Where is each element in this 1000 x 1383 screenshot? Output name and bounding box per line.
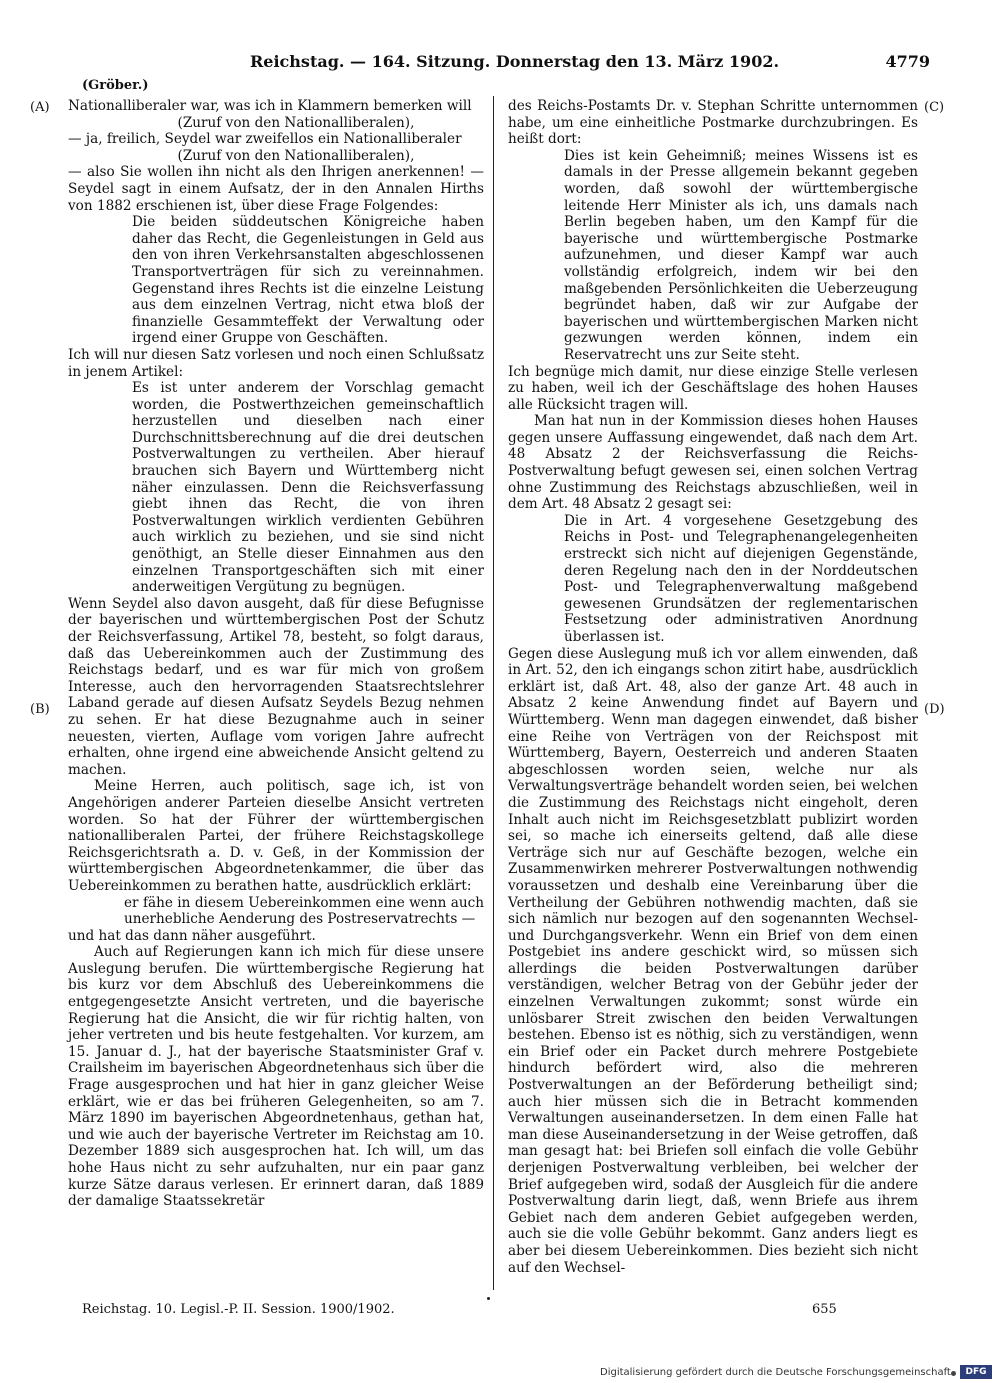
margin-marker-a: (A) — [30, 100, 50, 115]
paragraph: Wenn Seydel also davon ausgeht, daß für diese Befugnisse der bayerischen und württembergischen Post der Schutz der Reichsverfassung, Artikel 78, besteht, so folgt daraus, daß das Uebereinkommen auch der Zustimmung des Reichstags bedarf, und es war für mich von großem Interesse, auch den hervorragenden Staatsrechtslehrer Laband gerade auf diesen Aufsatz Seydels Bezug nehmen zu sehen. Er hat diese Bezugnahme auch in seiner neuesten, vierten, Auflage vom vorigen Jahre aufrecht erhalten, ohne irgend eine abweichende Ansicht geltend zu machen. — [68, 595, 484, 778]
paragraph: Ich begnüge mich damit, nur diese einzige Stelle verlesen zu haben, weil ich der Geschäftslage des hohen Hauses alle Rücksicht tragen will. — [508, 363, 918, 413]
dfg-logo: DFG — [960, 1365, 992, 1379]
margin-marker-b: (B) — [30, 702, 50, 717]
paragraph: — also Sie wollen ihn nicht als den Ihrigen anerkennen! — Seydel sagt in einem Aufsatz, der in den Annalen Hirths von 1882 erschienen ist, über diese Frage Folgendes: — [68, 164, 484, 214]
column-divider — [493, 96, 494, 1290]
footer-signature: 655 — [812, 1302, 837, 1317]
paragraph: Gegen diese Auslegung muß ich vor allem einwenden, daß in Art. 52, den ich eingangs schon zitirt habe, ausdrücklich erklärt ist, daß Art. 48, also der ganze Art. 48 auch in Absatz 2 keine Anwendung findet auf Bayern und Württemberg. Wenn man dagegen einwendet, daß bisher eine Reihe von Verträgen von der Reichspost mit Württemberg, Bayern, Oesterreich und anderen Staaten abgeschlossen worden seien, welche nur als Verwaltungsverträge behandelt worden seien, bei welchen die Zustimmung des Reichstags nicht eingeholt, deren Inhalt auch nicht im Reichsgesetzblatt publizirt worden sei, so mache ich einerseits geltend, daß alle diese Verträge sich nur auf Geschäfte bezogen, welche ein Zusammenwirken mehrerer Postverwaltungen nothwendig voraussetzen und deshalb eine Vereinbarung über die Vertheilung der Gebühren nothwendig machten, daß sie sich nämlich nur bezogen auf den sogenannten Wechsel- und Durchgangsverkehr. Wenn ein Brief von dem einen Postgebiet ins andere geschickt wird, so müssen sich allerdings die beiden Postverwaltungen darüber verständigen, welcher Betrag von der Gebühr jeder der einzelnen Verwaltungen zukommt; sonst würde ein unlösbarer Streit zwischen den beiden Verwaltungen bestehen. Ebenso ist es nöthig, sich zu verständigen, wenn ein Brief oder ein Packet durch mehrere Postgebiete hindurch befördert wird, also die mehreren Postverwaltungen an der Beförderung betheiligt sind; auch hier müssen sich die in Betracht kommenden Verwaltungen auseinandersetzen. In dem einen Falle hat man diese Auseinandersetzung in der Weise getroffen, daß man gesagt hat: bei Briefen soll einfach die volle Gebühr derjenigen Postverwaltung verbleiben, bei welcher der Brief aufgegeben wird, sodaß der Ausgleich für die andere Postverwaltung darin liegt, daß, wenn Briefe aus ihrem Gebiet nach dem anderen Gebiet aufgegeben werden, auch sie die volle Gebühr bekommt. Ganz anders liegt es aber bei diesem Uebereinkommen. Dies bezieht sich nicht auf den Wechsel- — [508, 645, 918, 1276]
block-quote: Es ist unter anderem der Vorschlag gemacht worden, die Postwerthzeichen gemeinschaftlich herzustellen und dieselben nach einer Durchschnittsberechnung auf die drei deutschen Postverwaltungen zu vertheilen. Aber hierauf brauchen sich Bayern und Württemberg nicht näher einzulassen. Denn die Reichsverfassung giebt ihnen das Recht, die von ihren Postverwaltungen wirklich verdienten Gebühren auch wirklich zu beziehen, und sie sind nicht genöthigt, an Stelle dieser Einnahmen aus den einzelnen Transportgeschäften sich mit einer anderweitigen Vergütung zu begnügen. — [132, 380, 484, 596]
paragraph: — ja, freilich, Seydel war zweifellos ein Nationalliberaler — [68, 131, 462, 148]
margin-marker-c: (C) — [924, 100, 945, 115]
paragraph: Nationalliberaler war, was ich in Klammern bemerken will — [68, 98, 472, 114]
interjection: (Zuruf von den Nationalliberalen), — [177, 147, 415, 164]
footer-dot — [487, 1297, 490, 1300]
margin-marker-d: (D) — [924, 702, 945, 717]
block-quote: er fähe in diesem Uebereinkommen eine wenn auch unerhebliche Aenderung des Postreservatrechts — — [124, 894, 484, 928]
paragraph: des Reichs-Postamts Dr. v. Stephan Schritte unternommen habe, um eine einheitliche Postmarke durchzubringen. Es heißt dort: — [508, 98, 918, 148]
running-title: Reichstag. — 164. Sitzung. Donnerstag den 13. März 1902. — [250, 52, 780, 71]
block-quote: Dies ist kein Geheimniß; meines Wissens ist es damals in der Presse allgemein bekannt gegeben worden, daß sowohl der württembergische leitende Herr Minister als ich, uns damals nach Berlin begeben haben, um den Kampf für die bayerische und württembergische Postmarke aufzunehmen, und dieser Kampf war auch vollständig erfolgreich, indem wir bei den maßgebenden Persönlichkeiten die Ueberzeugung begründet haben, daß wir zur Aufgabe der bayerischen und württembergischen Marken nicht gezwungen werden können, indem ein Reservatrecht uns zur Seite steht. — [564, 147, 918, 363]
running-header — [250, 52, 930, 74]
footer-publication: Reichstag. 10. Legisl.-P. II. Session. 1900/1902. — [82, 1302, 395, 1317]
paragraph: Ich will nur diesen Satz vorlesen und noch einen Schlußsatz in jenem Artikel: — [68, 346, 484, 380]
left-column — [68, 98, 484, 1210]
interjection: (Zuruf von den Nationalliberalen), — [177, 114, 415, 131]
digitization-credit: Digitalisierung gefördert durch die Deutsche Forschungsgemeinschaft — [600, 1367, 951, 1378]
paragraph: und hat das dann näher ausgeführt. — [68, 927, 316, 944]
paragraph: Man hat nun in der Kommission dieses hohen Hauses gegen unsere Auffassung eingewendet, daß nach dem Art. 48 Absatz 2 der Reichsverfassung die Reichs-Postverwaltung befugt gewesen sei, einen solchen Vertrag ohne Zustimmung des Reichstags abzuschließen, weil in dem Art. 48 Absatz 2 gesagt sei: — [508, 413, 918, 513]
credit-dot-icon — [951, 1371, 956, 1376]
speaker-name: (Gröber.) — [82, 78, 149, 93]
block-quote: Die in Art. 4 vorgesehene Gesetzgebung des Reichs in Post- und Telegraphenangelegenheiten erstreckt sich nicht auf diejenigen Gegenstände, deren Regelung nach den in der Norddeutschen Post- und Telegraphenverwaltung maßgebend gewesenen Grundsätzen der reglementarischen Festsetzung oder administrativen Anordnung überlassen ist. — [564, 512, 918, 645]
paragraph: Meine Herren, auch politisch, sage ich, ist von Angehörigen anderer Parteien dieselbe Ansicht vertreten worden. So hat der Führer der württembergischen nationalliberalen Partei, der frühere Reichstagskollege Reichsgerichtsrath a. D. v. Geß, in der Kommission der württembergischen Abgeordnetenkammer, die über das Uebereinkommen zu berathen hatte, ausdrücklich erklärt: — [68, 778, 484, 894]
right-column — [508, 98, 918, 1276]
paragraph: Auch auf Regierungen kann ich mich für diese unsere Auslegung berufen. Die württembergische Regierung hat bis kurz vor dem Abschluß des Uebereinkommens die entgegengesetzte Ansicht vertreten, und die bayerische Regierung hat die Ansicht, die wir für richtig halten, von jeher vertreten und bis heute festgehalten. Vor kurzem, am 15. Januar d. J., hat der bayerische Staatsminister Graf v. Crailsheim im bayerischen Abgeordnetenhaus sich über die Frage ausgesprochen und hat hier in ganz gleicher Weise erklärt, wie er das bei früheren Gelegenheiten, so am 7. März 1890 im bayerischen Abgeordnetenhaus, gethan hat, und wie auch der bayerische Vertreter im Reichstag am 10. Dezember 1889 sich ausgesprochen hat. Ich will, um das hohe Haus nicht zu sehr aufzuhalten, nur ein paar ganz kurze Sätze daraus verlesen. Er erinnert daran, daß 1889 der damalige Staatssekretär — [68, 944, 484, 1210]
block-quote: Die beiden süddeutschen Königreiche haben daher das Recht, die Gegenleistungen in Geld aus den von ihren Verkehrsanstalten abgeschlossenen Transportverträgen für sich zu vereinnahmen. Gegenstand ihres Rechts ist die einzelne Leistung aus dem einzelnen Vertrag, nicht etwa bloß der finanzielle Gesammteffekt der Verwaltung oder irgend einer Gruppe von Geschäften. — [132, 214, 484, 347]
page-number: 4779 — [885, 52, 930, 71]
